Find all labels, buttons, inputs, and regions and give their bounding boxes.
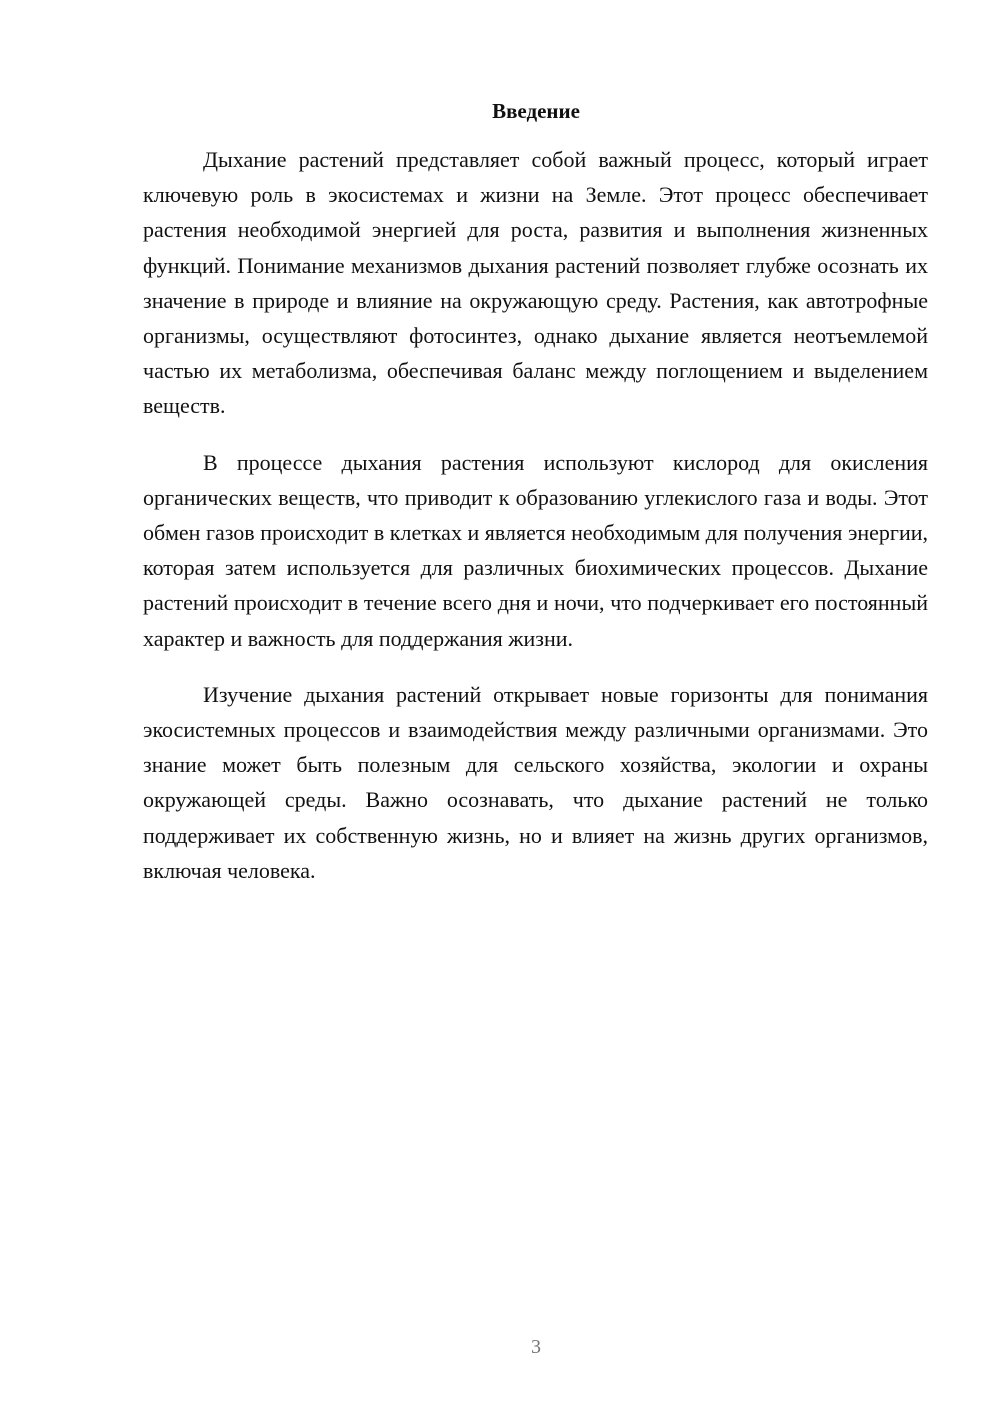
paragraph-1: Дыхание растений представляет собой важный процесс, который играет ключевую роль в экосистемах и жизни на Земле. Этот процесс обеспечивает растения необходимой энергией для роста, развития и выполнения жизненных функций. Понимание механизмов дыхания растений позволяет глубже осознать их значение в природе и влияние на окружающую среду. Растения, как автотрофные организмы, осуществляют фотосинтез, однако дыхание является неотъемлемой частью их метаболизма, обеспечивая баланс между поглощением и выделением веществ. (143, 147, 928, 419)
paragraph-2: В процессе дыхания растения используют кислород для окисления органических веществ, что приводит к образованию углекислого газа и воды. Этот обмен газов происходит в клетках и является необходимым для получения энергии, которая затем используется для различных биохимических процессов. Дыхание растений происходит в течение всего дня и ночи, что подчеркивает его постоянный характер и важность для поддержания жизни. (143, 449, 928, 651)
page-number: 3 (531, 1336, 541, 1358)
body-text (143, 142, 928, 909)
page-title: Введение (492, 99, 580, 123)
paragraph-3: Изучение дыхания растений открывает новые горизонты для понимания экосистемных процессов и взаимодействия между различными организмами. Это знание может быть полезным для сельского хозяйства, экологии и охраны окружающей среды. Важно осознавать, что дыхание растений не только поддерживает их собственную жизнь, но и влияет на жизнь других организмов, включая человека. (143, 681, 928, 883)
